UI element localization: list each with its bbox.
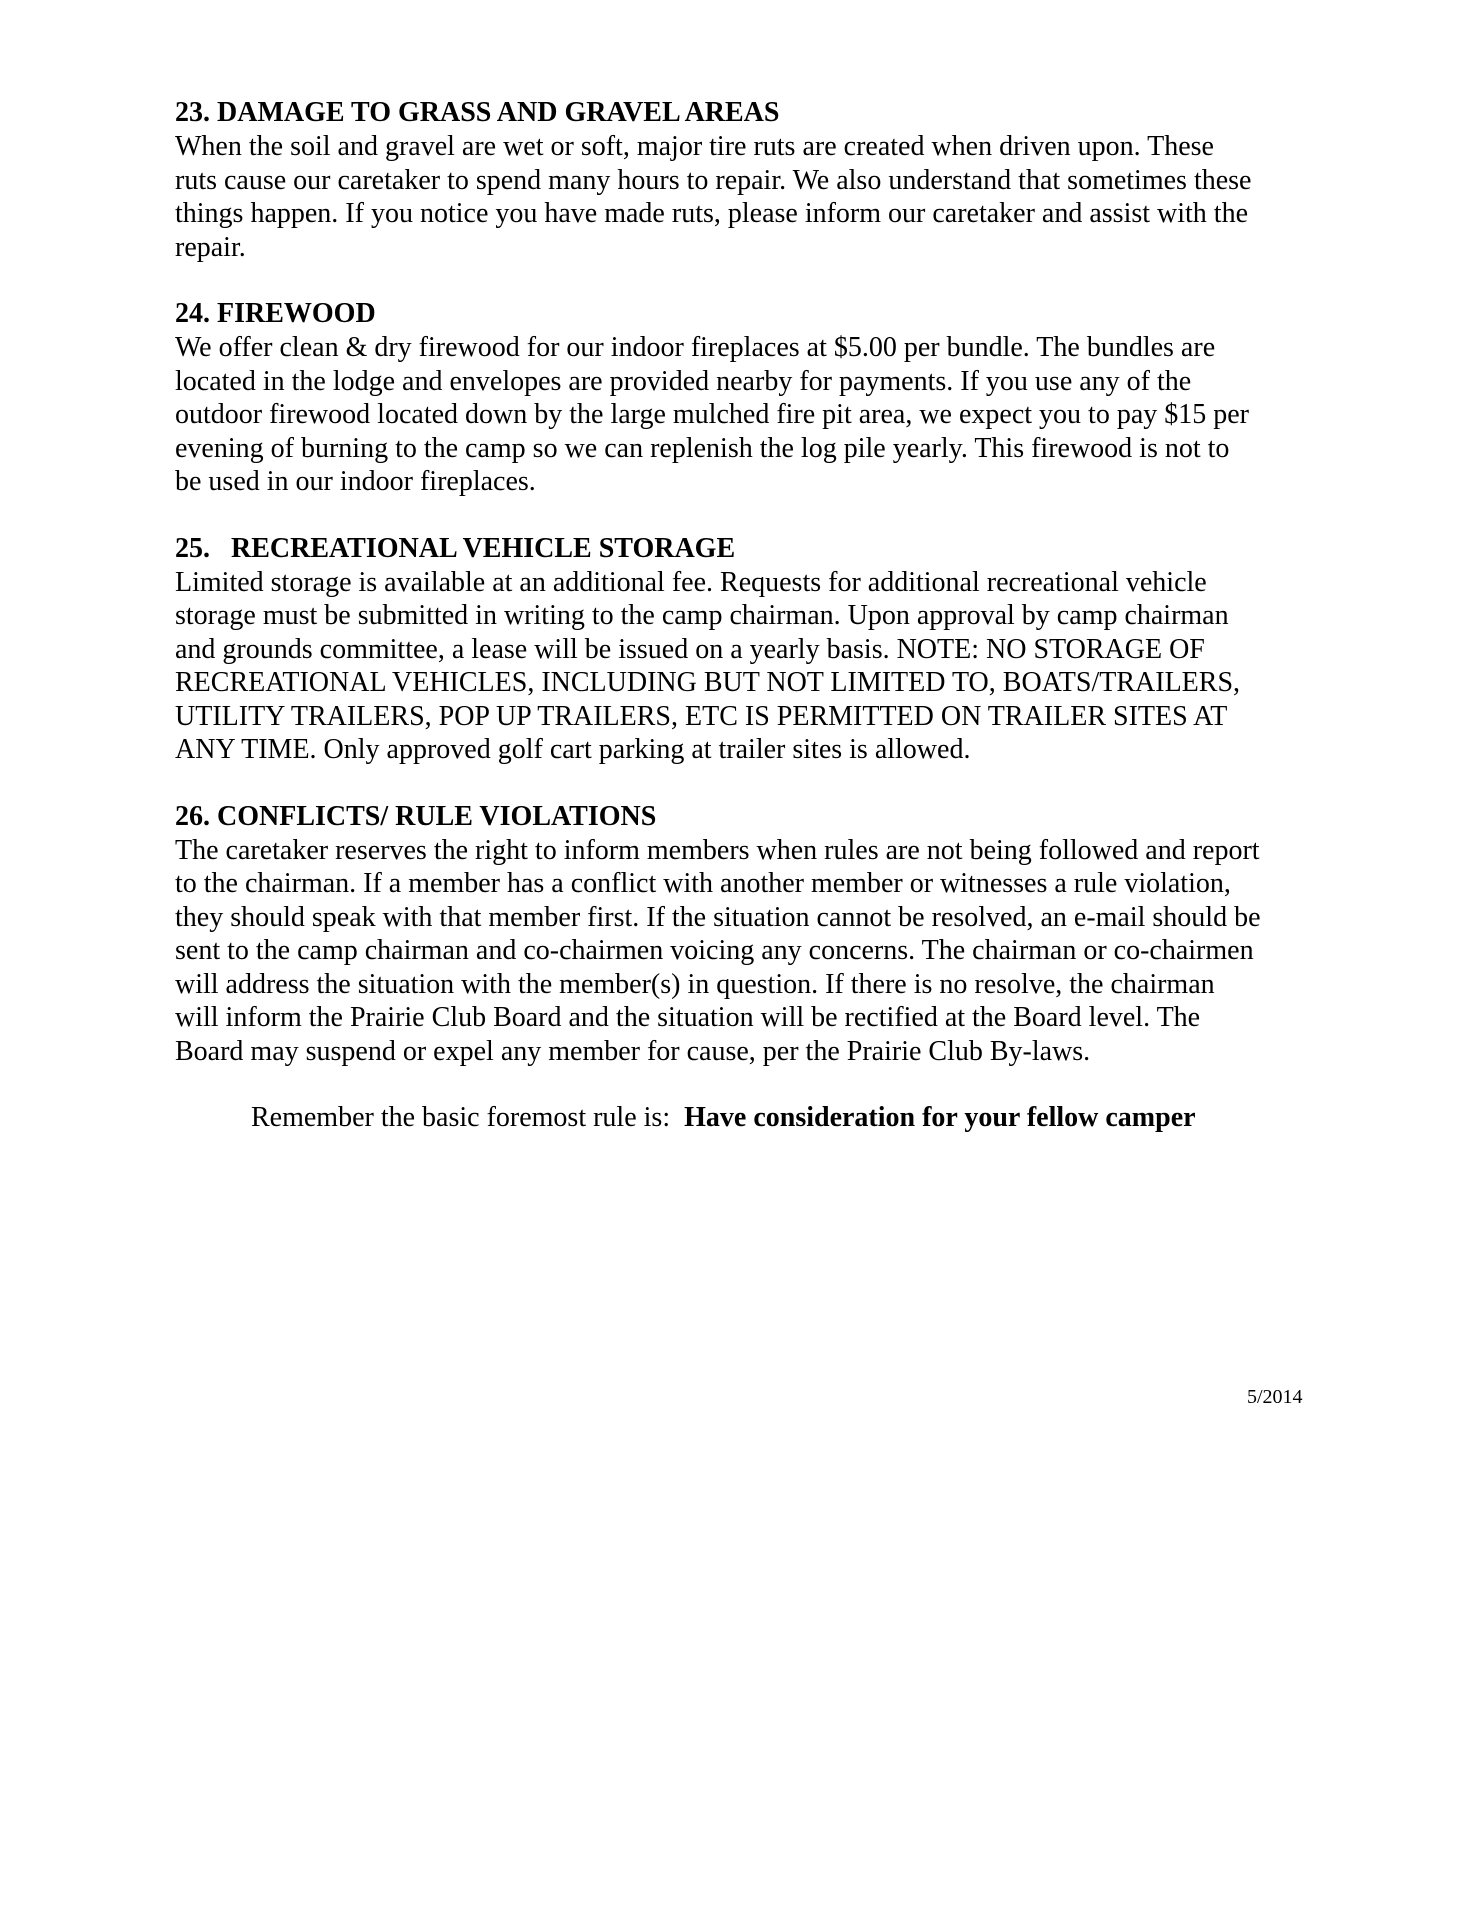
section-25 — [175, 532, 1310, 767]
section-body — [175, 566, 1310, 767]
body-line: ANY TIME. Only approved golf cart parking at trailer sites is allowed. — [175, 734, 971, 765]
body-line: be used in our indoor fireplaces. — [175, 466, 536, 497]
section-heading: 23. DAMAGE TO GRASS AND GRAVEL AREAS — [175, 97, 780, 128]
body-line: outdoor firewood located down by the large mulched fire pit area, we expect you to pay $15 per — [175, 399, 1250, 430]
body-line: will inform the Prairie Club Board and the situation will be rectified at the Board level. The — [175, 1002, 1201, 1033]
section-heading: 25. RECREATIONAL VEHICLE STORAGE — [175, 532, 736, 564]
body-line: RECREATIONAL VEHICLES, INCLUDING BUT NOT LIMITED TO, BOATS/TRAILERS, — [175, 667, 1241, 698]
closing-emphasis: Have consideration for your fellow camper — [684, 1102, 1196, 1133]
section-23 — [175, 96, 1310, 264]
closing-prefix: Remember the basic foremost rule is: — [251, 1102, 685, 1133]
section-heading: 26. CONFLICTS/ RULE VIOLATIONS — [175, 800, 657, 832]
body-line: storage must be submitted in writing to the camp chairman. Upon approval by camp chairman — [175, 600, 1229, 631]
body-line: to the chairman. If a member has a conflict with another member or witnesses a rule violation, — [175, 868, 1231, 899]
revision-date: 5/2014 — [1247, 1386, 1303, 1408]
body-line: located in the lodge and envelopes are provided nearby for payments. If you use any of the — [175, 365, 1192, 397]
body-line: sent to the camp chairman and co-chairmen voicing any concerns. The chairman or co-chairmen — [175, 935, 1254, 966]
body-line: When the soil and gravel are wet or soft, major tire ruts are created when driven upon. These — [175, 131, 1214, 162]
body-line: ruts cause our caretaker to spend many hours to repair. We also understand that sometimes these — [175, 164, 1252, 196]
body-line: Board may suspend or expel any member for cause, per the Prairie Club By-laws. — [175, 1035, 1091, 1067]
closing-rule — [175, 1101, 1310, 1135]
body-line: repair. — [175, 231, 246, 263]
body-line: and grounds committee, a lease will be issued on a yearly basis. NOTE: NO STORAGE OF — [175, 633, 1205, 665]
section-body — [175, 834, 1310, 1069]
body-line: things happen. If you notice you have made ruts, please inform our caretaker and assist with the — [175, 198, 1249, 229]
document-page — [175, 96, 1310, 1135]
body-line: The caretaker reserves the right to inform members when rules are not being followed and report — [175, 834, 1260, 866]
section-24 — [175, 297, 1310, 499]
section-body — [175, 130, 1310, 264]
body-line: Limited storage is available at an additional fee. Requests for additional recreational vehicle — [175, 566, 1207, 598]
body-line: UTILITY TRAILERS, POP UP TRAILERS, ETC IS PERMITTED ON TRAILER SITES AT — [175, 700, 1228, 732]
body-line: they should speak with that member first. If the situation cannot be resolved, an e-mail should be — [175, 901, 1261, 933]
section-heading: 24. FIREWOOD — [175, 298, 376, 329]
section-body — [175, 331, 1310, 499]
body-line: evening of burning to the camp so we can replenish the log pile yearly. This firewood is not to — [175, 432, 1230, 464]
body-line: We offer clean & dry firewood for our indoor fireplaces at $5.00 per bundle. The bundles are — [175, 332, 1216, 363]
section-26 — [175, 800, 1310, 1069]
body-line: will address the situation with the member(s) in question. If there is no resolve, the chairman — [175, 968, 1215, 1000]
